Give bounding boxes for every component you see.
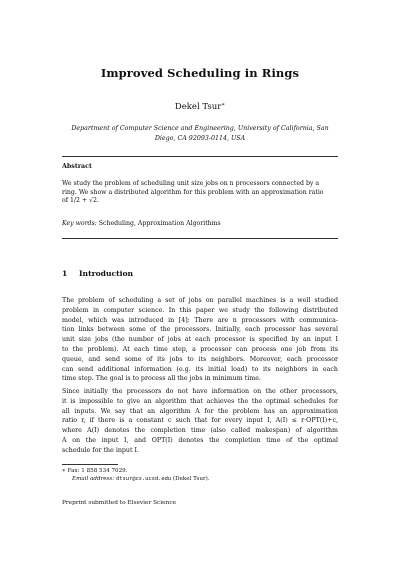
text-line: it is impossible to give an algorithm that achieves the the optimal schedules for: [62, 397, 338, 405]
abstract-body: [62, 180, 338, 206]
keywords-list: Scheduling, Approximation Algorithms: [98, 220, 221, 227]
text-line: A on the input I, and OPT(I) denotes the completion time of the optimal: [62, 436, 338, 444]
author-name: Dekel Tsur: [174, 102, 222, 112]
keywords: [62, 220, 221, 227]
author-line: [0, 102, 400, 112]
email-owner: (Dekel Tsur).: [172, 476, 210, 483]
abstract-heading: Abstract: [62, 163, 92, 170]
text-line: unit size jobs (the number of jobs at each processor is specified by an input I: [62, 336, 338, 344]
footnote-email-line: [62, 475, 210, 483]
footnote-mark: ∗: [62, 468, 66, 474]
text-line: The problem of scheduling a set of jobs on parallel machines is a well studied: [62, 297, 338, 304]
text-line: to the problem). At each time step, a processor can process one job from its: [62, 345, 338, 353]
paragraph-1: [62, 296, 338, 384]
email-label: Email address:: [72, 476, 115, 483]
abstract-line: of 1/2 + √2.: [62, 197, 99, 205]
preprint-notice: Preprint submitted to Elsevier Science: [62, 500, 176, 506]
text-line: can send additional information (e.g. its initial load) to its neighbors in each: [62, 365, 338, 373]
text-line: tion links between some of the processors. Initially, each processor has several: [62, 326, 338, 334]
text-line: where A(I) denotes the completion time (also called makespan) of algorithm: [62, 427, 338, 435]
text-line: problem in computer science. In this paper we study the following distributed: [62, 306, 338, 314]
text-line: Since initially the processors do not have information on the other processors,: [62, 388, 338, 395]
section-title: Introduction: [79, 269, 134, 278]
section-heading: [62, 269, 133, 278]
affiliation-line: Department of Computer Science and Engineering, University of California, San: [71, 125, 329, 132]
paragraph-2: [62, 387, 338, 456]
text-line: all inputs. We say that an algorithm A for the problem has an approximation: [62, 407, 338, 415]
text-line: time step. The goal is to process all the jobs in minimum time.: [62, 375, 261, 383]
author-footnote-mark: ∗: [221, 102, 226, 108]
abstract-line: We study the problem of scheduling unit size jobs on n processors connected by a: [62, 180, 320, 187]
keywords-label: Key words:: [62, 220, 97, 227]
abstract-line: ring. We show a distributed algorithm for this problem with an approximation ratio: [62, 188, 324, 196]
affiliation-line: Diego, CA 92093-0114, USA: [154, 134, 246, 142]
abstract-top-rule: [62, 156, 338, 157]
text-line: ratio r, if there is a constant c such that for every input I, A(I) ≤ r·OPT(I)+c,: [62, 417, 338, 425]
paper-title: Improved Scheduling in Rings: [100, 66, 300, 80]
footnote-fax-line: [62, 467, 210, 475]
text-line: queue, and send some of its jobs to its neighbors. Moreover, each processor: [62, 355, 338, 363]
abstract-bottom-rule: [62, 238, 338, 239]
footnote: [62, 467, 210, 484]
footnote-fax: Fax: 1 858 534 7029.: [67, 468, 128, 474]
affiliation: [70, 124, 330, 143]
footnote-rule: [62, 464, 118, 465]
section-number: 1: [62, 269, 68, 278]
text-line: model, which was introduced in [4]: There are n processors with communica-: [62, 316, 338, 324]
email-address: dtsur@cs.ucsd.edu: [115, 476, 172, 483]
text-line: schedule for the input I.: [62, 446, 139, 454]
